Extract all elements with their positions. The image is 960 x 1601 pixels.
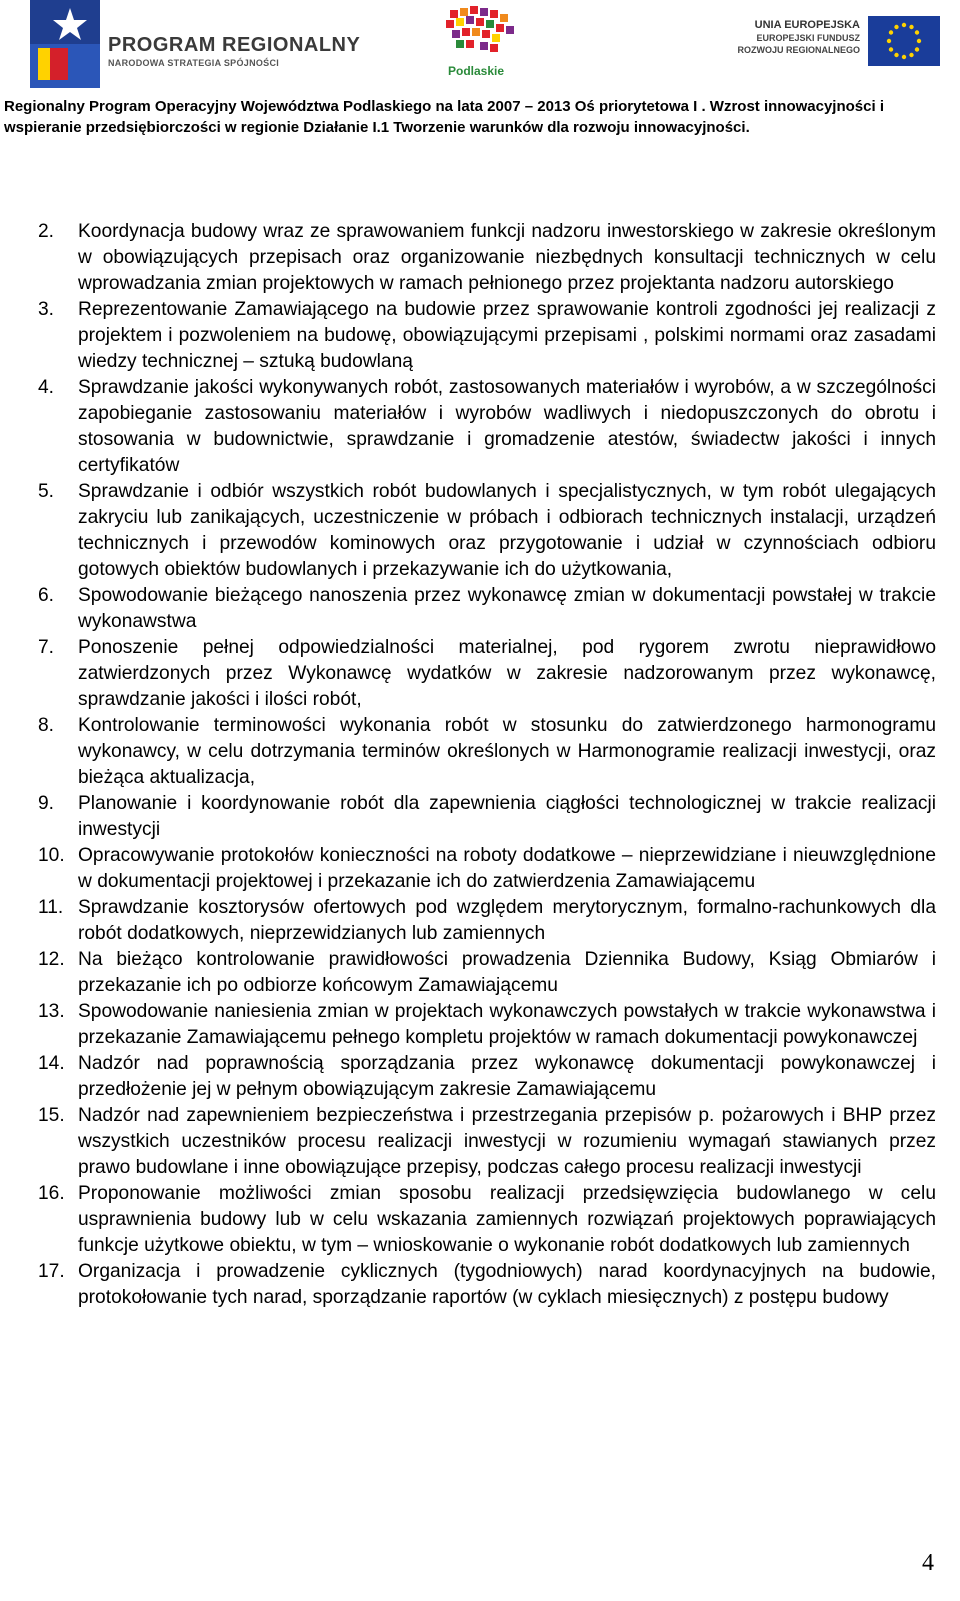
list-item — [38, 1103, 936, 1181]
item-text: Sprawdzanie kosztorysów ofertowych pod względem merytorycznym, formalno-rachunkowych dla robót dodatkowych, nieprzewidzianych lub zamiennych — [78, 897, 936, 944]
item-number: 6. — [38, 585, 55, 606]
list-item — [38, 895, 936, 947]
item-number: 4. — [38, 377, 55, 398]
item-number: 15. — [38, 1105, 65, 1126]
item-number: 9. — [38, 793, 55, 814]
list-item — [38, 947, 936, 999]
list-item — [38, 583, 936, 635]
eu-line2: EUROPEJSKI FUNDUSZ — [756, 33, 860, 43]
item-text: Nadzór nad poprawnością sporządzania przez wykonawcę dokumentacji powykonawczej i przedłożenie jej w pełnym obowiązującym zakresie Zamawiającemu — [78, 1053, 936, 1100]
item-text: Proponowanie możliwości zmian sposobu realizacji przedsięwzięcia budowlanego w celu usprawnienia budowy lub w celu wskazania zamiennych rozwiązań projektowych poprawiających funkcje użytkowe obiektu, w tym – wnioskowanie o wykonanie robót dodatkowych lub zamiennych — [78, 1183, 936, 1256]
list-item — [38, 635, 936, 713]
eu-logo — [700, 14, 940, 84]
eu-line1: UNIA EUROPEJSKA — [754, 19, 860, 31]
item-text: Nadzór nad zapewnieniem bezpieczeństwa i przestrzegania przepisów p. pożarowych i BHP przez wszystkich uczestników procesu realizacji inwestycji w rozumieniu wymagań stawianych przez prawo budowlane i inne obowiązujące przepisy, podczas całego procesu realizacji inwestycji — [78, 1105, 936, 1178]
header-caption-line1: Regionalny Program Operacyjny Województwa Podlaskiego na lata 2007 – 2013 Oś priorytetowa I . Wzrost innowacyjności i — [4, 98, 884, 115]
list-item — [38, 1181, 936, 1259]
item-number: 5. — [38, 481, 55, 502]
eu-flag-icon — [868, 16, 940, 66]
podlaskie-label: Podlaskie — [448, 64, 505, 78]
list-item — [38, 297, 936, 375]
item-text: Spowodowanie bieżącego nanoszenia przez wykonawcę zmian w dokumentacji powstałej w trakcie wykonawstwa — [78, 585, 936, 632]
item-text: Na bieżąco kontrolowanie prawidłowości prowadzenia Dziennika Budowy, Ksiąg Obmiarów i przekazanie ich po odbiorze końcowym Zamawiającemu — [78, 949, 936, 996]
item-number: 2. — [38, 221, 55, 242]
item-number: 17. — [38, 1261, 65, 1282]
page-number: 4 — [922, 1550, 934, 1576]
list-item — [38, 479, 936, 583]
eu-logo-text — [710, 18, 860, 56]
item-number: 3. — [38, 299, 55, 320]
item-text: Spowodowanie naniesienia zmian w projektach wykonawczych powstałych w trakcie wykonawstwa i przekazanie Zamawiającemu pełnego kompletu projektów w ramach dokumentacji powykonawczej — [78, 1001, 936, 1048]
podlaskie-logo — [442, 4, 526, 90]
item-number: 13. — [38, 1001, 65, 1022]
eu-line3: ROZWOJU REGIONALNEGO — [737, 45, 860, 55]
item-text: Koordynacja budowy wraz ze sprawowaniem funkcji nadzoru inwestorskiego w zakresie określonym w obowiązujących przepisach oraz organizowanie niezbędnych konsultacji technicznych w celu wprowadzania zmian projektowych w ramach pełnionego przez projektanta nadzoru autorskiego — [78, 221, 936, 294]
list-item — [38, 713, 936, 791]
item-text: Ponoszenie pełnej odpowiedzialności materialnej, pod rygorem zwrotu nieprawidłowo zatwierdzonych przez Wykonawcę wydatków w zakresie nadzorowanym przez wykonawcę, sprawdzanie jakości i ilości robót, — [78, 637, 936, 710]
list-item — [38, 1259, 936, 1311]
item-text: Sprawdzanie i odbiór wszystkich robót budowlanych i specjalistycznych, w tym robót ulegających zakryciu lub zanikających, uczestniczenie w próbach i odbiorach technicznych instalacji, urządzeń technicznych i przewodów kominowych oraz przygotowanie i udział w czynnościach odbioru gotowych obiektów budowlanych i przekazywanie ich do użytkowania, — [78, 481, 936, 580]
program-subtitle: NARODOWA STRATEGIA SPÓJNOŚCI — [108, 58, 280, 68]
list-item — [38, 999, 936, 1051]
item-text: Organizacja i prowadzenie cyklicznych (tygodniowych) narad koordynacyjnych na budowie, protokołowanie tych narad, sporządzanie raportów (w cyklach miesięcznych) z postępu budowy — [78, 1261, 936, 1308]
item-text: Opracowywanie protokołów konieczności na roboty dodatkowe – nieprzewidziane i nieuwzględnione w dokumentacji projektowej i przekazanie ich do zatwierdzenia Zamawiającemu — [78, 845, 936, 892]
item-text: Planowanie i koordynowanie robót dla zapewnienia ciągłości technologicznej w trakcie realizacji inwestycji — [78, 793, 936, 840]
list-item — [38, 843, 936, 895]
header-caption-line2: wspieranie przedsiębiorczości w regionie Działanie I.1 Tworzenie warunków dla rozwoju innowacyjności. — [4, 119, 750, 136]
item-text: Sprawdzanie jakości wykonywanych robót, zastosowanych materiałów i wyrobów, a w szczególności zapobieganie zastosowaniu materiałów i wyrobów wadliwych i niedopuszczonych do obrotu i stosowania w budownictwie, sprawdzanie i gromadzenie atestów, świadectw jakości i innych certyfikatów — [78, 377, 936, 476]
header-caption — [4, 96, 956, 138]
item-number: 7. — [38, 637, 55, 658]
bison-icon — [442, 4, 526, 62]
item-number: 8. — [38, 715, 55, 736]
list-item — [38, 219, 936, 297]
item-number: 10. — [38, 845, 65, 866]
item-number: 16. — [38, 1183, 65, 1204]
program-regionalny-logo — [30, 0, 361, 90]
list-item — [38, 375, 936, 479]
item-number: 14. — [38, 1053, 65, 1074]
list-item — [38, 791, 936, 843]
program-star-icon — [30, 0, 100, 88]
item-text: Reprezentowanie Zamawiającego na budowie przez sprawowanie kontroli zgodności jej realizacji z projektem i pozwoleniem na budowę, obowiązującymi przepisami , polskimi normami oraz zasadami wiedzy technicznej – sztuką budowlaną — [78, 299, 936, 372]
duties-list — [38, 219, 936, 1311]
list-item — [38, 1051, 936, 1103]
item-number: 11. — [38, 897, 64, 918]
program-title: PROGRAM REGIONALNY — [108, 34, 361, 56]
item-text: Kontrolowanie terminowości wykonania robót w stosunku do zatwierdzonego harmonogramu wykonawcy, w celu dotrzymania terminów określonych w Harmonogramie realizacji inwestycji, oraz bieżąca aktualizacja, — [78, 715, 936, 788]
item-number: 12. — [38, 949, 65, 970]
